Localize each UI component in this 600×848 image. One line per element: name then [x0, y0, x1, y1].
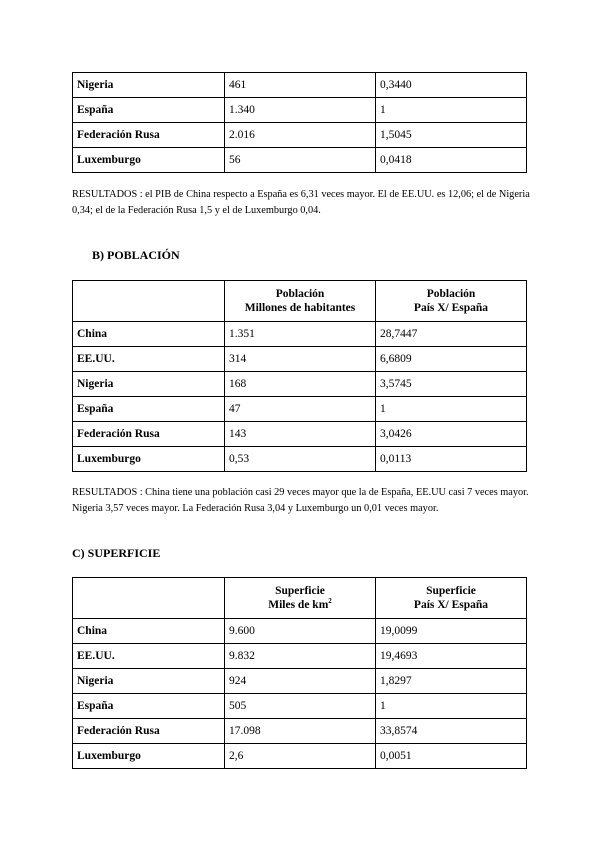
- header-unit: Miles de km: [268, 599, 329, 611]
- ratio-cell: 0,0051: [376, 744, 527, 769]
- country-cell: Luxemburgo: [73, 447, 225, 472]
- table-row: [73, 98, 527, 123]
- country-cell: Luxemburgo: [73, 148, 225, 173]
- header-empty-cell: [73, 578, 225, 619]
- country-cell: Federación Rusa: [73, 422, 225, 447]
- value-cell: 924: [225, 669, 376, 694]
- ratio-cell: 0,0418: [376, 148, 527, 173]
- header-line: Superficie: [275, 585, 325, 597]
- country-cell: EE.UU.: [73, 644, 225, 669]
- section-title-superficie: C) SUPERFICIE: [72, 546, 161, 560]
- table-row: [73, 372, 527, 397]
- value-cell: 2,6: [225, 744, 376, 769]
- superscript-two: 2: [328, 597, 332, 606]
- ratio-cell: 1: [376, 98, 527, 123]
- ratio-cell: 19,4693: [376, 644, 527, 669]
- country-cell: Federación Rusa: [73, 123, 225, 148]
- ratio-cell: 1,5045: [376, 123, 527, 148]
- table-row: [73, 347, 527, 372]
- pib-table: [72, 72, 527, 173]
- header-line: Población: [426, 288, 476, 300]
- value-cell: 1.351: [225, 322, 376, 347]
- results-poblacion-text: RESULTADOS : China tiene una población casi 29 veces mayor que la de España, EE.UU casi 7 veces mayor. Nigeria 3,57 veces mayor. La Federación Rusa 3,04 y Luxemburgo un 0,01 veces mayor.: [72, 487, 529, 514]
- table-row: [73, 73, 527, 98]
- value-cell: 1.340: [225, 98, 376, 123]
- table-row: [73, 619, 527, 644]
- value-cell: 314: [225, 347, 376, 372]
- header-empty-cell: [73, 281, 225, 322]
- section-title-poblacion: B) POBLACIÓN: [92, 248, 180, 262]
- header-line: País X/ España: [413, 599, 489, 611]
- table-row: [73, 148, 527, 173]
- ratio-cell: 33,8574: [376, 719, 527, 744]
- value-cell: 168: [225, 372, 376, 397]
- country-cell: China: [73, 322, 225, 347]
- poblacion-table: [72, 280, 527, 472]
- table-row: [73, 719, 527, 744]
- ratio-cell: 19,0099: [376, 619, 527, 644]
- value-cell: 0,53: [225, 447, 376, 472]
- table-header-row: [73, 578, 527, 619]
- superficie-table: [72, 577, 527, 769]
- value-cell: 47: [225, 397, 376, 422]
- value-cell: 9.832: [225, 644, 376, 669]
- results-pib-text: RESULTADOS : el PIB de China respecto a España es 6,31 veces mayor. El de EE.UU. es 12,06; el de Nigeria 0,34; el de la Federación Rusa 1,5 y el de Luxemburgo 0,04.: [72, 189, 530, 216]
- ratio-cell: 0,0113: [376, 447, 527, 472]
- value-cell: 17.098: [225, 719, 376, 744]
- country-cell: Nigeria: [73, 73, 225, 98]
- country-cell: Luxemburgo: [73, 744, 225, 769]
- country-cell: España: [73, 98, 225, 123]
- header-line: Población: [275, 288, 325, 300]
- table-row: [73, 422, 527, 447]
- country-cell: China: [73, 619, 225, 644]
- value-cell: 9.600: [225, 619, 376, 644]
- ratio-cell: 1: [376, 694, 527, 719]
- ratio-cell: 3,0426: [376, 422, 527, 447]
- table-row: [73, 397, 527, 422]
- table-row: [73, 744, 527, 769]
- value-cell: 505: [225, 694, 376, 719]
- country-cell: Nigeria: [73, 669, 225, 694]
- country-cell: EE.UU.: [73, 347, 225, 372]
- header-poblacion-millones: [225, 281, 376, 322]
- value-cell: 2.016: [225, 123, 376, 148]
- header-line: Superficie: [426, 585, 476, 597]
- ratio-cell: 1: [376, 397, 527, 422]
- value-cell: 461: [225, 73, 376, 98]
- country-cell: España: [73, 397, 225, 422]
- table-row: [73, 447, 527, 472]
- ratio-cell: 1,8297: [376, 669, 527, 694]
- header-line: País X/ España: [413, 302, 489, 314]
- header-line: [229, 598, 371, 612]
- country-cell: España: [73, 694, 225, 719]
- ratio-cell: 3,5745: [376, 372, 527, 397]
- country-cell: Federación Rusa: [73, 719, 225, 744]
- header-line: Millones de habitantes: [244, 302, 356, 314]
- table-header-row: [73, 281, 527, 322]
- header-superficie-km2: [225, 578, 376, 619]
- country-cell: Nigeria: [73, 372, 225, 397]
- table-row: [73, 644, 527, 669]
- table-row: [73, 123, 527, 148]
- table-row: [73, 322, 527, 347]
- value-cell: 143: [225, 422, 376, 447]
- ratio-cell: 0,3440: [376, 73, 527, 98]
- header-superficie-ratio: [376, 578, 527, 619]
- value-cell: 56: [225, 148, 376, 173]
- table-row: [73, 669, 527, 694]
- header-poblacion-ratio: [376, 281, 527, 322]
- table-row: [73, 694, 527, 719]
- ratio-cell: 28,7447: [376, 322, 527, 347]
- ratio-cell: 6,6809: [376, 347, 527, 372]
